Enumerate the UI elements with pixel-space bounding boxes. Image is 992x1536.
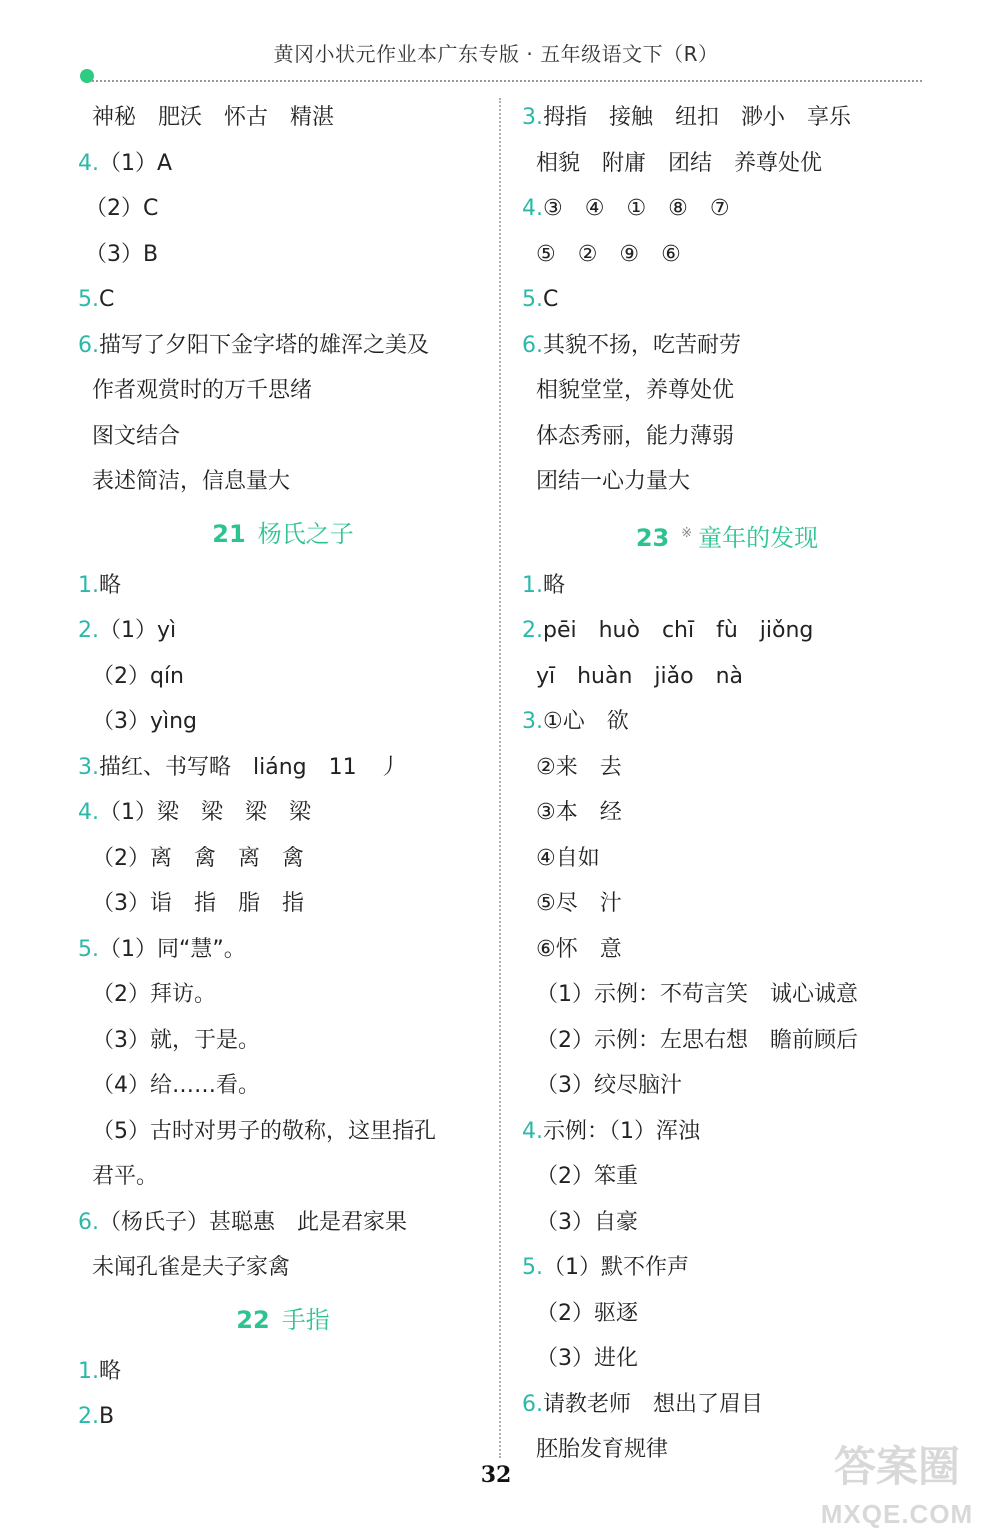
watermark-mark: 答案圈 (833, 1442, 960, 1491)
page-header: 黄冈小状元作业本广东专版 · 五年级语文下（R） (273, 42, 719, 66)
answer-line (78, 790, 488, 836)
answer-line (78, 141, 488, 187)
answer-line (522, 232, 932, 278)
answer-line (78, 323, 488, 369)
answer-text: （3）绞尽脑汁 (522, 1073, 682, 1098)
question-number: 3. (522, 105, 543, 130)
watermark-logo (812, 1440, 982, 1530)
section-title-text: 童年的发现 (698, 523, 819, 552)
answer-line (78, 186, 488, 232)
answer-text: （1）yì (99, 618, 177, 643)
answer-text: ⑥怀 意 (522, 936, 622, 962)
section-number: 23 (635, 523, 670, 552)
answer-text: （2）C (78, 196, 159, 221)
answer-text: 神秘 肥沃 怀古 精湛 (78, 105, 334, 130)
question-number: 4. (78, 150, 99, 176)
section-title-text: 杨氏之子 (257, 519, 354, 548)
answer-text: （杨氏子）甚聪惠 此是君家果 (99, 1209, 408, 1235)
answer-text: ⑤ ② ⑨ ⑥ (522, 241, 681, 267)
answer-text: （3）自豪 (522, 1209, 638, 1235)
answer-line (522, 790, 932, 836)
answer-text: 团结一心力量大 (522, 469, 690, 494)
answer-line (522, 141, 932, 187)
section-title (78, 1291, 488, 1349)
answer-text: 胚胎发育规律 (522, 1437, 668, 1462)
column-divider (499, 98, 501, 1458)
answer-text: ②来 去 (522, 754, 622, 780)
watermark-site: MXQE.COM (820, 1499, 974, 1529)
answer-text: B (99, 1404, 115, 1429)
question-number: 3. (78, 754, 99, 780)
answer-text: C (543, 287, 559, 312)
answer-text: （3）B (78, 241, 159, 267)
question-number: 2. (78, 618, 99, 643)
answer-line (522, 1063, 932, 1109)
question-number: 1. (522, 572, 543, 598)
answer-text: 略 (99, 1358, 122, 1384)
question-number: 4. (522, 1118, 543, 1144)
answer-text: 其貌不扬，吃苦耐劳 (543, 332, 742, 358)
answer-text: 相貌堂堂，养尊处优 (522, 378, 734, 403)
answer-text: 描红、书写略 liáng 11 丿 (99, 754, 401, 780)
answer-line (522, 1200, 932, 1246)
answer-line (522, 277, 932, 323)
question-number: 1. (78, 1358, 99, 1384)
question-number: 2. (78, 1404, 99, 1429)
answer-line (522, 563, 932, 609)
section-title-text: 手指 (281, 1305, 330, 1334)
answer-line (78, 232, 488, 278)
answer-text: 未闻孔雀是夫子家禽 (78, 1255, 290, 1280)
answer-line (522, 654, 932, 700)
answer-text: 拇指 接触 纽扣 渺小 享乐 (543, 105, 852, 130)
section-title (78, 505, 488, 563)
answer-line (522, 1382, 932, 1428)
answer-line (78, 563, 488, 609)
optional-lesson-mark: ※ (681, 525, 693, 541)
answer-line (78, 414, 488, 460)
question-number: 3. (522, 709, 543, 734)
answer-text: （3）yìng (78, 709, 198, 734)
answer-text: 图文结合 (78, 423, 180, 449)
answer-line (522, 1336, 932, 1382)
answer-line (522, 186, 932, 232)
question-number: 5. (522, 1255, 543, 1280)
answer-text: C (99, 287, 115, 312)
answer-line (78, 1245, 488, 1291)
answer-line (522, 745, 932, 791)
answer-text: 示例：（1）浑浊 (543, 1118, 700, 1144)
answer-text: 请教老师 想出了眉目 (543, 1391, 764, 1417)
answer-text: 略 (543, 572, 566, 598)
question-number: 2. (522, 618, 543, 643)
answer-line (522, 95, 932, 141)
answer-line (78, 927, 488, 973)
answer-text: 相貌 附庸 团结 养尊处优 (522, 150, 822, 176)
section-title (522, 505, 932, 563)
answer-text: （1）A (99, 150, 173, 176)
answer-line (522, 972, 932, 1018)
answer-text: 描写了夕阳下金字塔的雄浑之美及 (99, 332, 430, 358)
answer-text: （1）示例：不苟言笑 诚心诚意 (522, 982, 858, 1007)
answer-line (522, 1109, 932, 1155)
answer-text: ④自如 (522, 845, 600, 871)
answer-text: 君平。 (78, 1164, 158, 1189)
answer-line (522, 927, 932, 973)
answer-line (78, 95, 488, 141)
question-number: 1. (78, 572, 99, 598)
answer-line (78, 459, 488, 505)
answer-text: yī huàn jiǎo nà (522, 663, 744, 689)
answer-text: （4）给……看。 (78, 1073, 260, 1098)
header-divider (92, 80, 922, 82)
answer-line (78, 1063, 488, 1109)
right-answer-column (522, 95, 932, 1473)
answer-line (78, 1109, 488, 1155)
answer-line (522, 323, 932, 369)
answer-text: （1）同“慧”。 (99, 936, 246, 962)
question-number: 5. (78, 287, 99, 312)
question-number: 6. (522, 332, 543, 358)
section-number: 22 (236, 1305, 270, 1334)
answer-text: （2）示例：左思右想 瞻前顾后 (522, 1027, 858, 1053)
answer-text: （3）就，于是。 (78, 1027, 260, 1053)
answer-text: ①心 欲 (543, 709, 629, 734)
answer-line (522, 836, 932, 882)
answer-line (78, 836, 488, 882)
answer-line (78, 277, 488, 323)
answer-text: （2）笨重 (522, 1164, 638, 1189)
answer-text: ③本 经 (522, 800, 622, 825)
answer-line (522, 699, 932, 745)
answer-text: 体态秀丽，能力薄弱 (522, 423, 734, 449)
answer-text: ⑤尽 汁 (522, 891, 622, 916)
answer-line (78, 368, 488, 414)
answer-line (522, 1154, 932, 1200)
page-number: 32 (480, 1462, 512, 1488)
answer-line (522, 1291, 932, 1337)
answer-line (522, 1018, 932, 1064)
answer-line (522, 459, 932, 505)
answer-line (78, 881, 488, 927)
question-number: 6. (78, 1209, 99, 1235)
answer-text: pēi huò chī fù jiǒng (543, 618, 814, 643)
question-number: 5. (522, 287, 543, 312)
section-number: 21 (212, 519, 246, 548)
answer-line (78, 1200, 488, 1246)
answer-text: （2）qín (78, 663, 185, 689)
answer-line (78, 1154, 488, 1200)
answer-text: （1）默不作声 (543, 1255, 689, 1280)
answer-text: （2）拜访。 (78, 982, 216, 1007)
answer-text: 作者观赏时的万千思绪 (78, 378, 312, 403)
answer-line (78, 1349, 488, 1395)
question-number: 6. (522, 1391, 543, 1417)
answer-text: （1）梁 梁 梁 梁 (99, 800, 311, 825)
answer-text: 表述简洁，信息量大 (78, 469, 290, 494)
answer-line (78, 972, 488, 1018)
answer-text: 略 (99, 572, 122, 598)
answer-line (522, 608, 932, 654)
answer-line (522, 414, 932, 460)
question-number: 4. (522, 196, 543, 221)
answer-line (78, 699, 488, 745)
answer-line (78, 608, 488, 654)
answer-line (78, 1394, 488, 1440)
answer-text: （3）进化 (522, 1346, 638, 1371)
answer-text: （2）离 禽 离 禽 (78, 845, 304, 871)
answer-line (522, 1245, 932, 1291)
answer-line (78, 654, 488, 700)
question-number: 4. (78, 800, 99, 825)
answer-line (78, 1018, 488, 1064)
answer-line (522, 368, 932, 414)
left-answer-column (78, 95, 488, 1440)
question-number: 6. (78, 332, 99, 358)
answer-line (522, 881, 932, 927)
answer-text: （5）古时对男子的敬称，这里指孔 (78, 1118, 436, 1144)
answer-line (78, 745, 488, 791)
answer-text: ③ ④ ① ⑧ ⑦ (543, 196, 730, 221)
answer-text: （2）驱逐 (522, 1300, 638, 1326)
answer-text: （3）诣 指 脂 指 (78, 891, 304, 916)
question-number: 5. (78, 936, 99, 962)
